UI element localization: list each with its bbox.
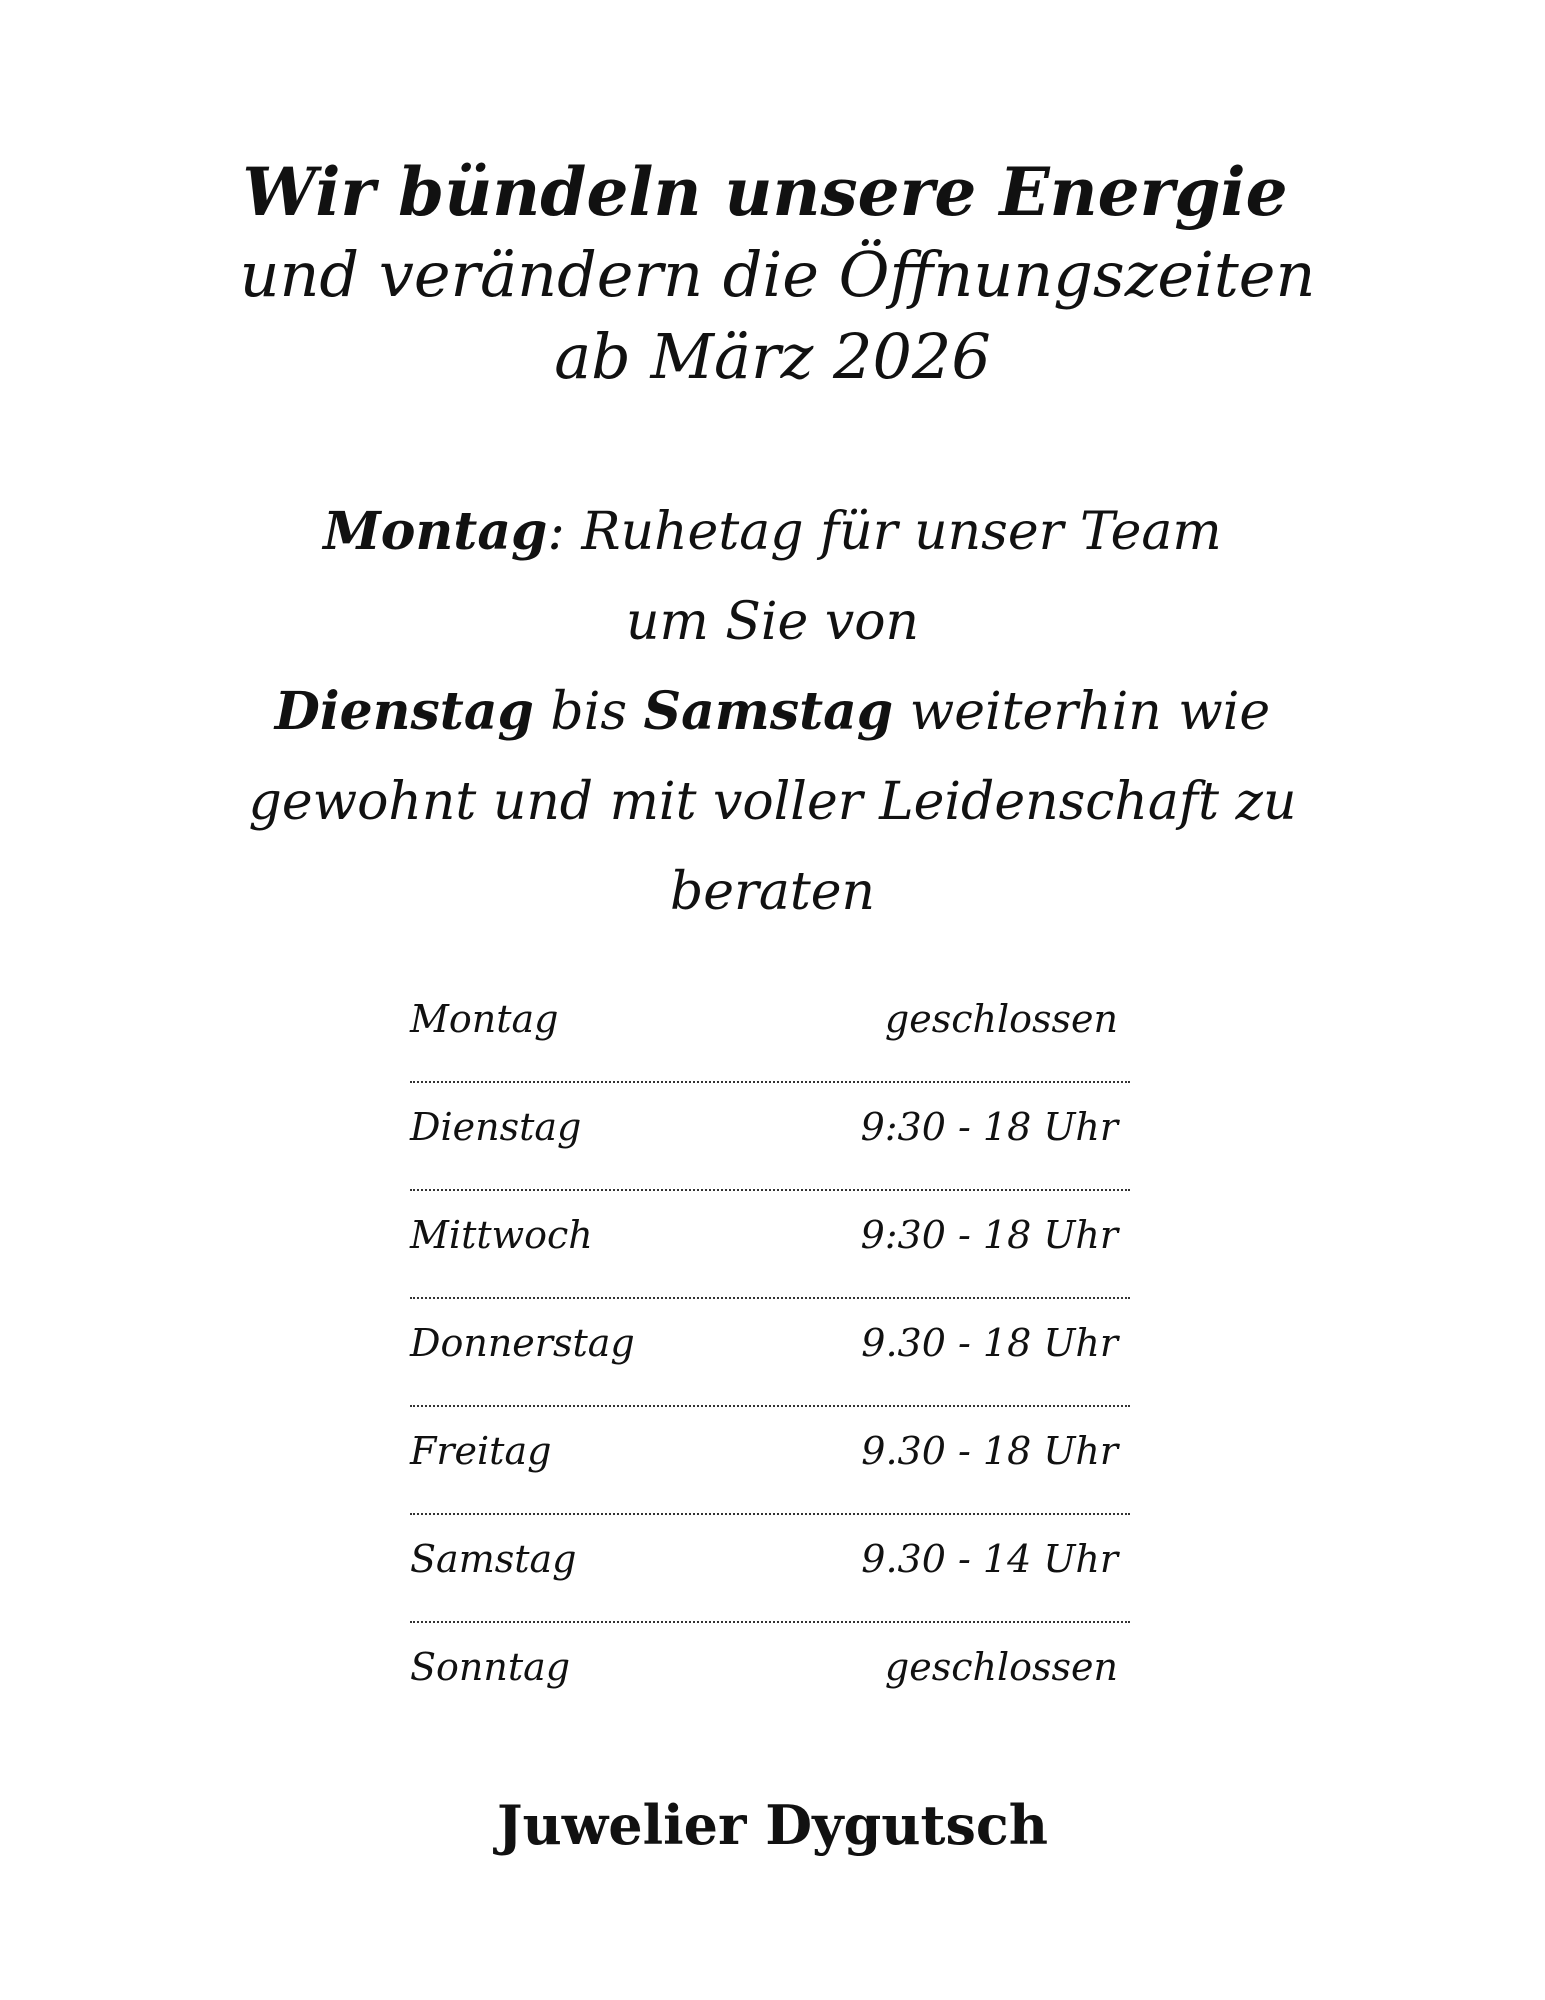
hours-row: [410, 1201, 1130, 1309]
hours-time: 9:30 - 18 Uhr: [860, 1105, 1118, 1149]
hours-day: Dienstag: [410, 1105, 582, 1149]
hours-row: [410, 1309, 1130, 1417]
intro-text-3: bis: [533, 682, 644, 742]
dotted-divider: [410, 1297, 1130, 1299]
headline-line-1: Wir bündeln unsere Energie: [242, 153, 1288, 231]
intro-line-4: gewohnt und mit voller Leidenschaft zu: [248, 772, 1297, 832]
dotted-divider: [410, 1405, 1130, 1407]
hours-time: geschlossen: [884, 997, 1118, 1041]
hours-row: [410, 1525, 1130, 1633]
hours-time: 9:30 - 18 Uhr: [860, 1213, 1118, 1257]
dotted-divider: [410, 1189, 1130, 1191]
headline-line-3: ab März 2026: [554, 320, 991, 393]
intro-day-monday: Montag: [323, 501, 548, 562]
dotted-divider: [410, 1081, 1130, 1083]
intro-line-1: [0, 487, 1545, 577]
hours-row: [410, 1633, 1130, 1741]
hours-row: [410, 985, 1130, 1093]
hours-row: [410, 1093, 1130, 1201]
intro-line-2: um Sie von: [625, 592, 920, 652]
hours-time: 9.30 - 18 Uhr: [861, 1429, 1118, 1473]
intro-text-4: weiterhin wie: [893, 682, 1271, 742]
hours-time: 9.30 - 18 Uhr: [861, 1321, 1118, 1365]
hours-day: Mittwoch: [410, 1213, 593, 1257]
hours-day: Samstag: [410, 1537, 577, 1581]
hours-time: 9.30 - 14 Uhr: [861, 1537, 1118, 1581]
intro-line-3: [0, 667, 1545, 757]
intro-text-1: : Ruhetag für unser Team: [547, 502, 1222, 562]
dotted-divider: [410, 1513, 1130, 1515]
headline: [0, 150, 1545, 398]
intro-day-saturday: Samstag: [643, 681, 894, 742]
hours-day: Montag: [410, 997, 559, 1041]
hours-day: Freitag: [410, 1429, 552, 1473]
intro-line-5: beraten: [669, 862, 876, 922]
brand-name: Juwelier Dygutsch: [497, 1793, 1048, 1857]
hours-day: Donnerstag: [410, 1321, 635, 1365]
dotted-divider: [410, 1621, 1130, 1623]
hours-day: Sonntag: [410, 1645, 571, 1689]
opening-hours-table: [410, 985, 1130, 1741]
headline-line-2: und verändern die Öffnungszeiten: [239, 238, 1316, 311]
hours-time: geschlossen: [884, 1645, 1118, 1689]
intro-day-tuesday: Dienstag: [274, 681, 534, 742]
intro-text: [0, 487, 1545, 937]
hours-row: [410, 1417, 1130, 1525]
